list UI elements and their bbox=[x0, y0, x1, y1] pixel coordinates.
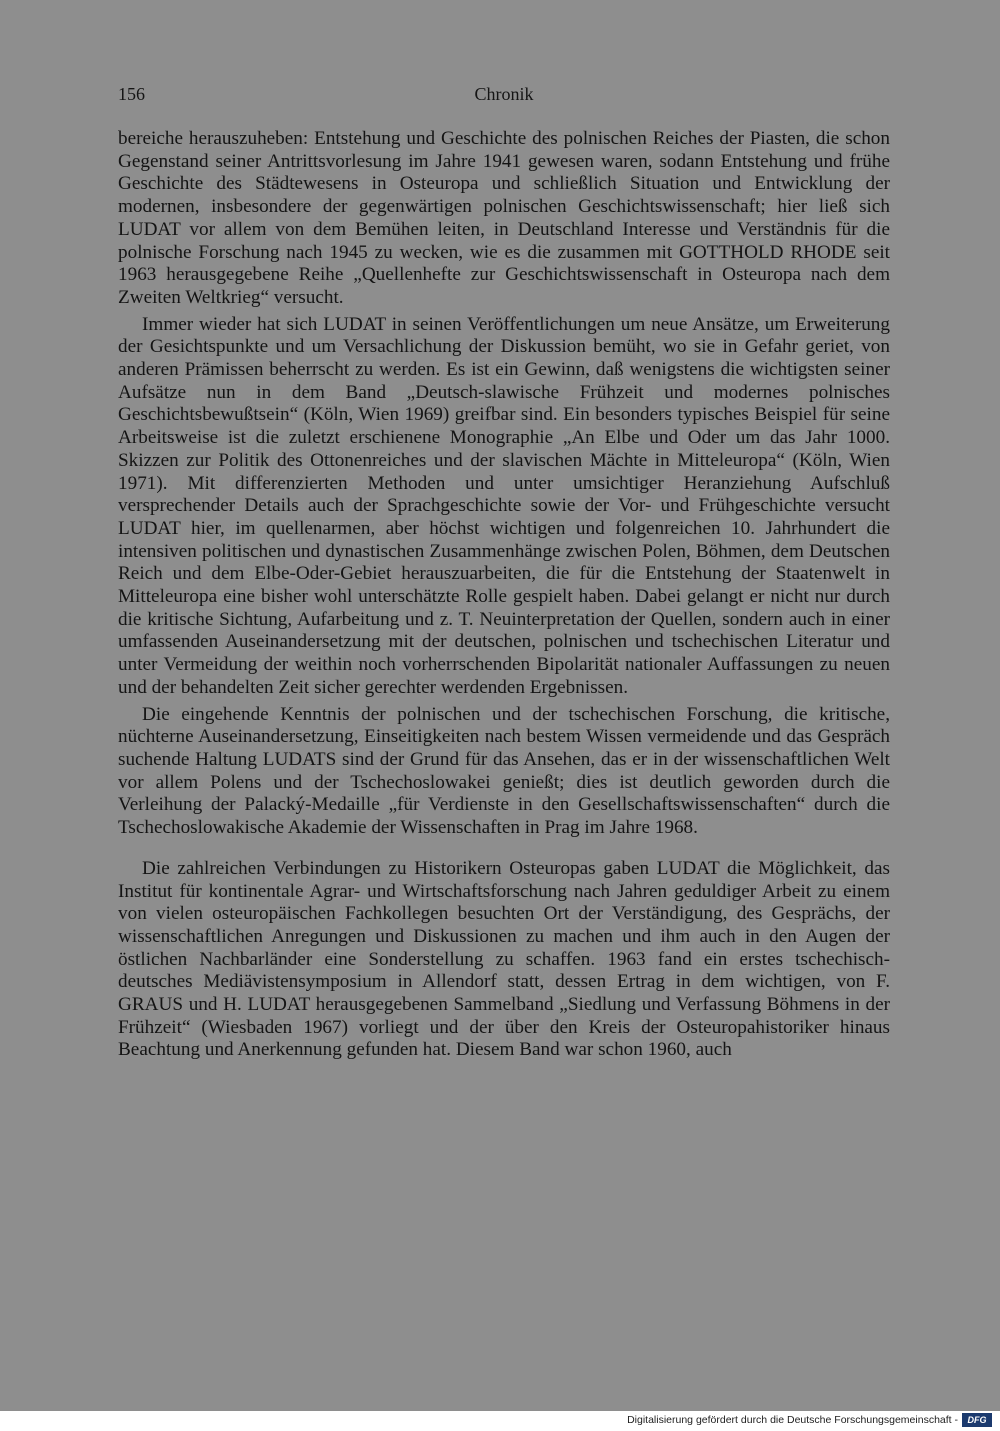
body-text bbox=[118, 128, 890, 1062]
paragraph: Immer wieder hat sich LUDAT in seinen Veröffentlichungen um neue Ansätze, um Erweiterung der Gesichtspunkte und um Versachlichung der Diskussion bemüht, wo sie in Gefahr geriet, von anderen Prämissen beherrscht zu werden. Es ist ein Gewinn, daß wenigstens die wichtigsten seiner Aufsätze nun in dem Band „Deutsch-slawische Frühzeit und modernes polnisches Geschichtsbewußtsein“ (Köln, Wien 1969) greifbar sind. Ein besonders typisches Beispiel für seine Arbeitsweise ist die zuletzt erschienene Monographie „An Elbe und Oder um das Jahr 1000. Skizzen zur Politik des Ottonenreiches und der slavischen Mächte in Mitteleuropa“ (Köln, Wien 1971). Mit differenzierten Methoden und unter umsichtiger Heranziehung Aufschluß versprechender Details auch der Sprachgeschichte sowie der Vor- und Frühgeschichte versucht LUDAT hier, im quellenarmen, aber höchst wichtigen und folgenreichen 10. Jahrhundert die intensiven politischen und dynastischen Zusammenhänge zwischen Polen, Böhmen, dem Deutschen Reich und dem Elbe-Oder-Gebiet herauszuarbeiten, die für die Entstehung der Staatenwelt in Mitteleuropa eine bisher wohl unterschätzte Rolle gespielt haben. Dabei gelangt er nicht nur durch die kritische Sichtung, Aufarbeitung und z. T. Neuinterpretation der Quellen, sondern auch in einer umfassenden Auseinandersetzung mit der deutschen, polnischen und tschechischen Literatur und unter Vermeidung der weithin noch vorherrschenden Bipolarität nationaler Auffassungen zu neuen und der behandelten Zeit sicher gerechter werdenden Ergebnissen. bbox=[118, 313, 890, 698]
running-title: Chronik bbox=[474, 84, 534, 104]
footer-bar bbox=[0, 1411, 1000, 1431]
page-number: 156 bbox=[118, 84, 145, 104]
paragraph: Die zahlreichen Verbindungen zu Historikern Osteuropas gaben LUDAT die Möglichkeit, das Institut für kontinentale Agrar- und Wirtschaftsforschung nach Jahren geduldiger Arbeit zu einem von vielen osteuropäischen Fachkollegen besuchten Ort der Verständigung, des Gesprächs, der wissenschaftlichen Anregungen und Diskussionen zu machen und ihm auch in den Augen der östlichen Nachbarländer eine Sonderstellung zu schaffen. 1963 fand ein erstes tschechisch-deutsches Mediävistensymposium in Allendorf statt, dessen Ertrag in dem wichtigen, von F. GRAUS und H. LUDAT herausgegebenen Sammelband „Siedlung und Verfassung Böhmens in der Frühzeit“ (Wiesbaden 1967) vorliegt und der über den Kreis der Osteuropahistoriker hinaus Beachtung und Anerkennung gefunden hat. Diesem Band war schon 1960, auch bbox=[118, 857, 890, 1061]
paragraph: Die eingehende Kenntnis der polnischen und der tschechischen Forschung, die kritische, nüchterne Auseinandersetzung, Einseitigkeiten nach bestem Wissen vermeidende und das Gespräch suchende Haltung LUDATS sind der Grund für das Ansehen, das er in der wissenschaftlichen Welt vor allem Polens und der Tschechoslowakei genießt; dies ist deutlich geworden durch die Verleihung der Palacký-Medaille „für Verdienste in den Gesellschaftswissenschaften“ durch die Tschechoslowakische Akademie der Wissenschaften in Prag im Jahre 1968. bbox=[118, 703, 890, 839]
page-header bbox=[118, 84, 890, 110]
dfg-logo-icon: DFG bbox=[962, 1413, 992, 1427]
paragraph: bereiche herauszuheben: Entstehung und Geschichte des polnischen Reiches der Piasten, die schon Gegenstand seiner Antrittsvorlesung im Jahre 1941 gewesen waren, sodann Entstehung und frühe Geschichte des Städtewesens in Osteuropa und schließlich Situation und Entwicklung der modernen, insbesondere der gegenwärtigen polnischen Geschichtswissenschaft; hier ließ sich LUDAT vor allem von dem Bemühen leiten, in Deutschland Interesse und Verständnis für die polnische Forschung nach 1945 zu wecken, wie es die zusammen mit GOTTHOLD RHODE seit 1963 herausgegebene Reihe „Quellenhefte zur Geschichtswissenschaft in Osteuropa nach dem Zweiten Weltkrieg“ versucht. bbox=[118, 128, 890, 308]
funding-credit: Digitalisierung gefördert durch die Deutsche Forschungsgemeinschaft - bbox=[627, 1414, 958, 1426]
